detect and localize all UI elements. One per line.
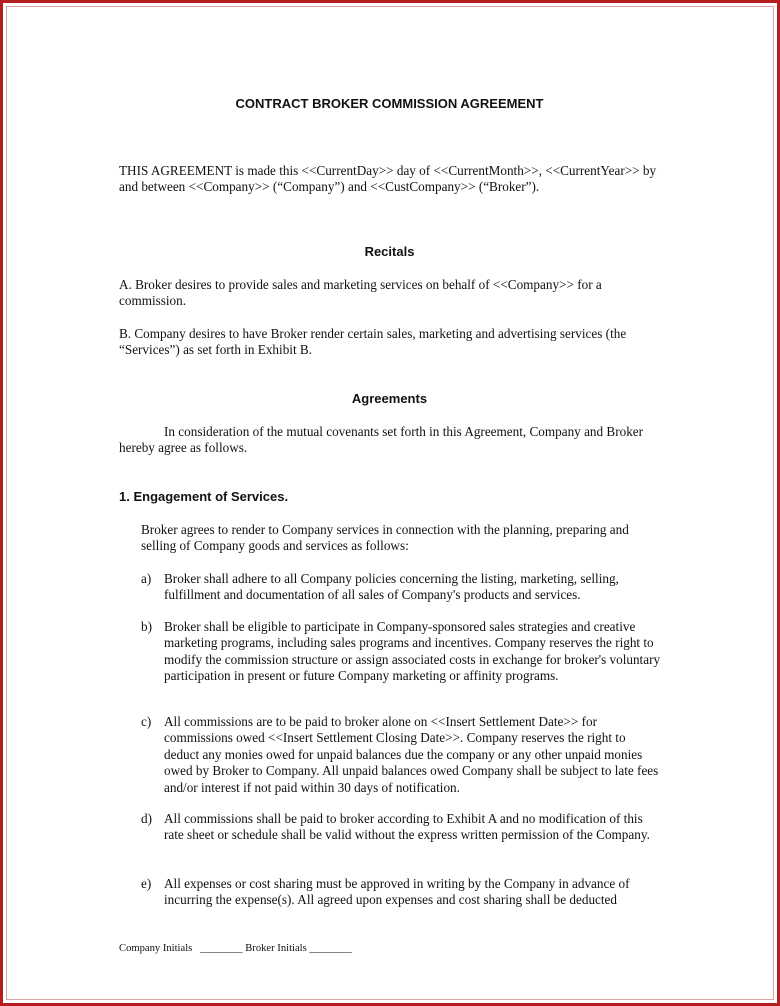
list-item-text: Broker shall adhere to all Company policies concerning the listing, marketing, selling, fulfillment and documentation of all sales of Company's products and services.: [164, 571, 619, 603]
recitals-heading: Recitals: [364, 244, 415, 259]
document-title: CONTRACT BROKER COMMISSION AGREEMENT: [235, 96, 544, 111]
section-1-heading: 1. Engagement of Services.: [119, 489, 289, 504]
list-item-text: Broker shall be eligible to participate in Company-sponsored sales strategies and creative marketing programs, including sales programs and incentives. Company reserves the right to modify the commission structure or assign associated costs in exchange for broker's voluntary participation in present or future Company marketing or affinity programs.: [164, 619, 661, 684]
recital-b: B. Company desires to have Broker render certain sales, marketing and advertising services (the “Services”) as set forth in Exhibit B.: [119, 326, 627, 358]
agreements-paragraph: In consideration of the mutual covenants set forth in this Agreement, Company and Broker hereby agree as follows.: [119, 424, 644, 456]
list-item-label: c): [141, 714, 152, 729]
initials-footer: Company Initials ________ Broker Initials ________: [119, 943, 352, 954]
list-item-text: All expenses or cost sharing must be approved in writing by the Company in advance of incurring the expense(s). All agreed upon expenses and cost sharing shall be deducted: [164, 876, 630, 908]
section-1-intro: Broker agrees to render to Company services in connection with the planning, preparing and selling of Company goods and services as follows:: [141, 522, 629, 554]
list-item-label: a): [141, 571, 152, 586]
list-item-label: d): [141, 811, 152, 826]
intro-paragraph: THIS AGREEMENT is made this <<CurrentDay>> day of <<CurrentMonth>>, <<CurrentYear>> by and between <<Company>> (“Company”) and <<CustCompany>> (“Broker”).: [119, 163, 657, 195]
list-item-label: e): [141, 876, 152, 891]
list-item-text: All commissions are to be paid to broker alone on <<Insert Settlement Date>> for commissions owed <<Insert Settlement Closing Date>>. Company reserves the right to deduct any monies owed for unpaid balances due the company or any other unpaid monies owed by Broker to Company. All unpaid balances owed Company shall be subject to late fees and/or interest if not paid within 30 days of notification.: [164, 714, 659, 795]
list-item-label: b): [141, 619, 152, 634]
recital-a: A. Broker desires to provide sales and marketing services on behalf of <<Company>> for a commission.: [119, 277, 602, 309]
list-item-text: All commissions shall be paid to broker according to Exhibit A and no modification of this rate sheet or schedule shall be valid without the express written permission of the Company.: [164, 811, 650, 843]
agreements-heading: Agreements: [351, 391, 428, 406]
